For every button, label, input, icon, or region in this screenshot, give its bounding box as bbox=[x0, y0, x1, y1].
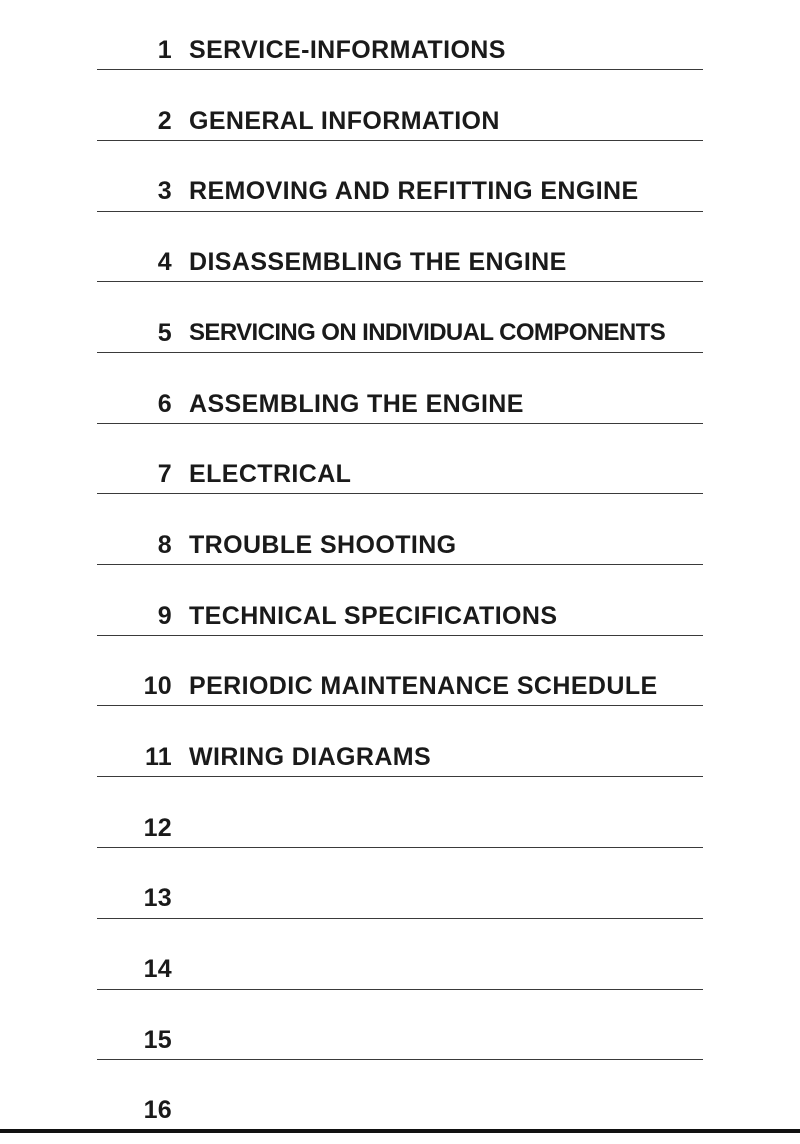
chapter-number: 12 bbox=[143, 814, 172, 842]
chapter-number: 5 bbox=[157, 319, 172, 347]
divider bbox=[97, 564, 703, 565]
divider bbox=[97, 847, 703, 848]
divider bbox=[97, 423, 703, 424]
chapter-number: 9 bbox=[157, 602, 172, 630]
toc-entry-1[interactable] bbox=[0, 14, 800, 84]
chapter-title: SERVICE-INFORMATIONS bbox=[189, 36, 506, 64]
chapter-number: 11 bbox=[144, 743, 172, 771]
divider bbox=[97, 635, 703, 636]
divider bbox=[97, 140, 703, 141]
toc-entry-3[interactable] bbox=[0, 155, 800, 225]
toc-entry-12[interactable] bbox=[0, 792, 800, 862]
chapter-number: 13 bbox=[143, 884, 172, 912]
chapter-number: 8 bbox=[157, 531, 172, 559]
divider bbox=[97, 1059, 703, 1060]
toc-entry-2[interactable] bbox=[0, 85, 800, 155]
divider bbox=[97, 211, 703, 212]
chapter-title: ELECTRICAL bbox=[189, 460, 352, 488]
chapter-number: 14 bbox=[143, 955, 172, 983]
toc-entry-6[interactable] bbox=[0, 368, 800, 438]
chapter-number: 3 bbox=[157, 177, 172, 205]
toc-entry-14[interactable] bbox=[0, 933, 800, 1003]
divider bbox=[97, 705, 703, 706]
chapter-title: DISASSEMBLING THE ENGINE bbox=[189, 248, 567, 276]
divider bbox=[97, 776, 703, 777]
divider bbox=[97, 352, 703, 353]
divider bbox=[97, 281, 703, 282]
toc-entry-11[interactable] bbox=[0, 721, 800, 791]
chapter-title: TECHNICAL SPECIFICATIONS bbox=[189, 602, 558, 630]
toc-entry-5[interactable] bbox=[0, 297, 800, 367]
chapter-number: 7 bbox=[157, 460, 172, 488]
chapter-title: GENERAL INFORMATION bbox=[189, 107, 500, 135]
toc-entry-9[interactable] bbox=[0, 580, 800, 650]
divider bbox=[97, 69, 703, 70]
toc-entry-7[interactable] bbox=[0, 438, 800, 508]
chapter-title: PERIODIC MAINTENANCE SCHEDULE bbox=[189, 672, 658, 700]
chapter-title: WIRING DIAGRAMS bbox=[189, 743, 432, 771]
chapter-number: 10 bbox=[143, 672, 172, 700]
page-bottom-edge bbox=[0, 1129, 800, 1133]
toc-entry-4[interactable] bbox=[0, 226, 800, 296]
divider bbox=[97, 989, 703, 990]
toc-entry-8[interactable] bbox=[0, 509, 800, 579]
divider bbox=[97, 918, 703, 919]
chapter-number: 6 bbox=[157, 390, 172, 418]
divider bbox=[97, 493, 703, 494]
chapter-number: 1 bbox=[157, 36, 172, 64]
chapter-title: TROUBLE SHOOTING bbox=[189, 531, 457, 559]
chapter-number: 15 bbox=[143, 1026, 172, 1054]
chapter-title: ASSEMBLING THE ENGINE bbox=[189, 390, 524, 418]
toc-entry-13[interactable] bbox=[0, 862, 800, 932]
chapter-number: 16 bbox=[143, 1096, 172, 1124]
toc-entry-16[interactable] bbox=[0, 1074, 800, 1144]
chapter-number: 2 bbox=[157, 107, 172, 135]
chapter-title: REMOVING AND REFITTING ENGINE bbox=[189, 177, 639, 205]
chapter-number: 4 bbox=[157, 248, 172, 276]
chapter-title: SERVICING ON INDIVIDUAL COMPONENTS bbox=[189, 319, 666, 346]
toc-entry-15[interactable] bbox=[0, 1004, 800, 1074]
toc-entry-10[interactable] bbox=[0, 650, 800, 720]
